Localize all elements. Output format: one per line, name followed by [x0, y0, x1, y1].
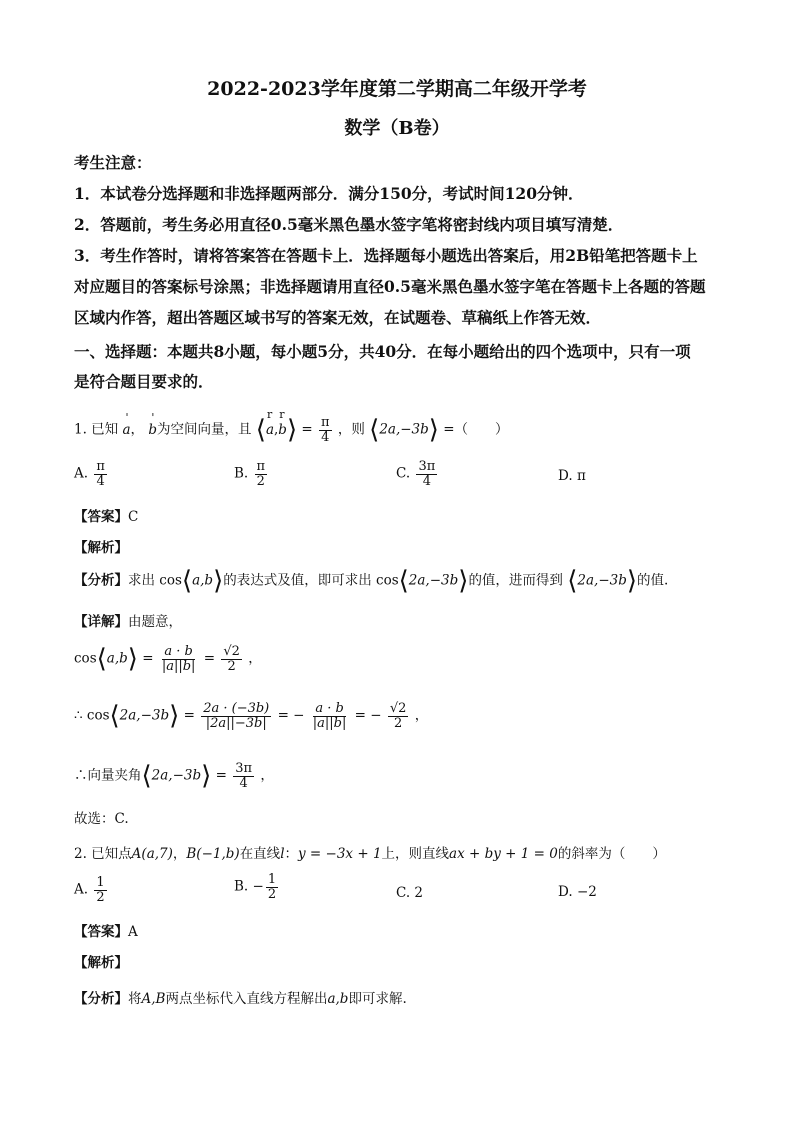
q1-detail-therefore-1: ∴ cos⟨2a,−3b⟩ = $\frac{2a \cdot (-3b)}{|2a||-3b|}$ = − $\frac{a \cdot b}{|a||b|}$ = − $\frac{√2}{2}$ ，: [74, 701, 429, 732]
q1-analysis-tag: 【解析】: [74, 540, 128, 556]
q1-conclusion: 故选：C.: [74, 811, 129, 827]
q1-answer: 【答案】C: [74, 509, 139, 525]
page-title: 2022-2023学年度第二学期高二年级开学考: [207, 78, 587, 100]
q1-detail-cos: cos⟨a,b⟩ = $\frac{a \cdot b}{|a||b|}$ = $\frac{√2}{2}$ ，: [74, 644, 262, 675]
q1-detail-intro: 【详解】由题意，: [74, 614, 182, 630]
section-heading-line-2: 是符合题目要求的．: [74, 372, 214, 391]
notice-item-3-line-2: 对应题目的答案标号涂黑；非选择题请用直径0.5毫米黑色墨水签字笔在答题卡上各题的答题: [74, 277, 706, 296]
section-heading-line-1: 一、选择题：本题共8小题，每小题5分，共40分．在每小题给出的四个选项中，只有一项: [74, 342, 691, 361]
q1-fenxi: 【分析】求出 cos⟨a,b⟩的表达式及值，即可求出 cos⟨2a,−3b⟩的值，进而得到 ⟨2a,−3b⟩的值.: [74, 566, 669, 596]
q1-option-c: C. $\frac{3\pi}{4}$: [396, 459, 436, 489]
notice-item-1: 1．本试卷分选择题和非选择题两部分．满分150分，考试时间120分钟．: [74, 184, 584, 203]
q2-analysis-tag: 【解析】: [74, 955, 128, 971]
q1-option-a: A. $\frac{\pi}{4}$: [74, 459, 105, 489]
notice-heading: 考生注意：: [74, 153, 152, 172]
q1-detail-therefore-2: ∴向量夹角⟨2a,−3b⟩ = $\frac{3\pi}{4}$ ，: [74, 761, 274, 792]
question-2-stem: 2. 已知点A(a,7)，B(−1,b)在直线l：y = −3x + 1上，则直线ax + by + 1 = 0的斜率为（ ）: [74, 846, 666, 862]
q2-option-b: B. − $\frac{1}{2}$: [234, 872, 277, 902]
notice-item-2: 2．答题前，考生务必用直径0.5毫米黑色墨水签字笔将密封线内项目填写清楚．: [74, 215, 624, 234]
q2-option-a: A. $\frac{1}{2}$: [74, 875, 105, 905]
q2-answer: 【答案】A: [74, 924, 138, 940]
page-subtitle: 数学（B卷）: [344, 118, 450, 139]
q2-fenxi: 【分析】将A,B两点坐标代入直线方程解出a,b即可求解.: [74, 991, 407, 1007]
q1-option-d: D. π: [558, 468, 586, 484]
notice-item-3-line-1: 3．考生作答时，请将答案答在答题卡上．选择题每小题选出答案后，用2B铅笔把答题卡上: [74, 246, 698, 265]
question-1-stem: 1. 已知 ' a， ' b为空间向量，且 ⟨r a,r b⟩ = $\frac{\pi}{4}$ ，则 ⟨2a,−3b⟩ =（ ）: [74, 416, 509, 444]
notice-item-3-line-3: 区域内作答，超出答题区域书写的答案无效，在试题卷、草稿纸上作答无效．: [74, 308, 602, 327]
q2-option-c: C. 2: [396, 885, 424, 901]
q2-option-d: D. −2: [558, 884, 597, 900]
q1-option-b: B. $\frac{\pi}{2}$: [234, 459, 266, 489]
